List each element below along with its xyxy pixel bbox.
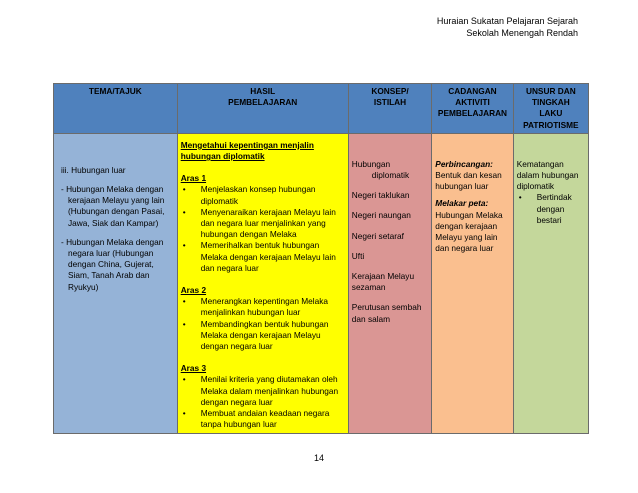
list-item: • Menjelaskan konsep hubungan diplomatik xyxy=(181,184,345,206)
list-item: • Menilai kriteria yang diutamakan oleh Melaka dalam menjalinkan hubungan dengan negara luar xyxy=(181,374,345,408)
konsep-item: Negeri setaraf xyxy=(351,230,404,241)
aras-1-label: Aras 1 xyxy=(180,173,207,184)
cell-konsep xyxy=(348,133,431,433)
table-header-row xyxy=(54,84,589,134)
cell-hasil xyxy=(177,133,348,433)
perbincangan-text: Bentuk dan kesan hubungan luar xyxy=(435,170,502,192)
unsur-list xyxy=(517,192,585,226)
table-row xyxy=(54,133,589,433)
hasil-heading: Mengetahui kepentingan menjalin hubungan diplomatik xyxy=(180,139,314,162)
header-title: Huraian Sukatan Pelajaran Sejarah xyxy=(436,16,578,26)
aras-3-list xyxy=(181,374,345,430)
tema-item: - Hubungan Melaka dengan kerajaan Melayu yang lain (Hubungan dengan Pasai, Jawa, Siak dan Kampar) xyxy=(61,184,165,228)
page-number: 14 xyxy=(313,453,324,463)
aras-1-list xyxy=(181,184,345,274)
list-item: • Membandingkan bentuk hubungan Melaka dengan kerajaan Melayu dengan negara luar xyxy=(181,319,345,353)
list-item: • Membuat andaian keadaan negara tanpa hubungan luar xyxy=(181,408,345,430)
peta-label: Melakar peta: xyxy=(435,198,489,209)
col-header-cadangan xyxy=(432,84,513,134)
col-header-tema xyxy=(54,84,178,134)
unsur-text: Kematangan dalam hubungan diplomatik xyxy=(516,158,579,192)
col-header-label: CADANGAN AKTIVITI PEMBELAJARAN xyxy=(437,86,508,119)
list-item: • Bertindak dengan bestari xyxy=(517,192,585,226)
konsep-item: Kerajaan Melayu sezaman xyxy=(351,271,415,293)
col-header-label: HASIL PEMBELAJARAN xyxy=(228,86,298,108)
aras-2-label: Aras 2 xyxy=(180,285,207,296)
aras-3-label: Aras 3 xyxy=(180,363,207,374)
list-item: • Menyenaraikan kerajaan Melayu lain dan negara luar menjalinkan yang hubungan dengan Melaka xyxy=(181,207,345,241)
col-header-label: TEMA/TAJUK xyxy=(88,86,142,96)
konsep-item: diplomatik xyxy=(371,170,410,181)
document-header xyxy=(437,15,578,39)
list-item: • Memerihalkan bentuk hubungan Melaka dengan kerajaan Melayu lain dan negara luar xyxy=(181,240,345,274)
tema-item: - Hubungan Melaka dengan negara luar (Hubungan dengan China, Gujerat, Siam, Tanah Arab dan Ryukyu) xyxy=(61,236,164,292)
col-header-label: UNSUR DAN TINGKAH LAKU PATRIOTISME xyxy=(523,86,579,130)
curriculum-table xyxy=(53,83,589,434)
konsep-item: Negeri taklukan xyxy=(351,190,410,201)
konsep-item: Negeri naungan xyxy=(351,210,411,221)
cell-unsur xyxy=(513,133,588,433)
cell-cadangan xyxy=(432,133,513,433)
aras-2-list xyxy=(181,296,345,352)
konsep-item: Ufti xyxy=(351,250,365,261)
tema-title: iii. Hubungan luar xyxy=(61,164,126,175)
perbincangan-label: Perbincangan: xyxy=(435,158,493,169)
konsep-item: Perutusan sembah dan salam xyxy=(351,302,422,324)
konsep-item: Hubungan xyxy=(351,158,391,169)
col-header-konsep xyxy=(348,84,431,134)
cell-tema xyxy=(54,133,178,433)
list-item: • Menerangkan kepentingan Melaka menjalinkan hubungan luar xyxy=(181,296,345,318)
peta-text: Hubungan Melaka dengan kerajaan Melayu yang lain dan negara luar xyxy=(435,209,503,254)
col-header-hasil xyxy=(177,84,348,134)
col-header-label: KONSEP/ ISTILAH xyxy=(371,86,409,108)
col-header-unsur xyxy=(513,84,588,134)
header-subtitle: Sekolah Menengah Rendah xyxy=(466,28,578,38)
